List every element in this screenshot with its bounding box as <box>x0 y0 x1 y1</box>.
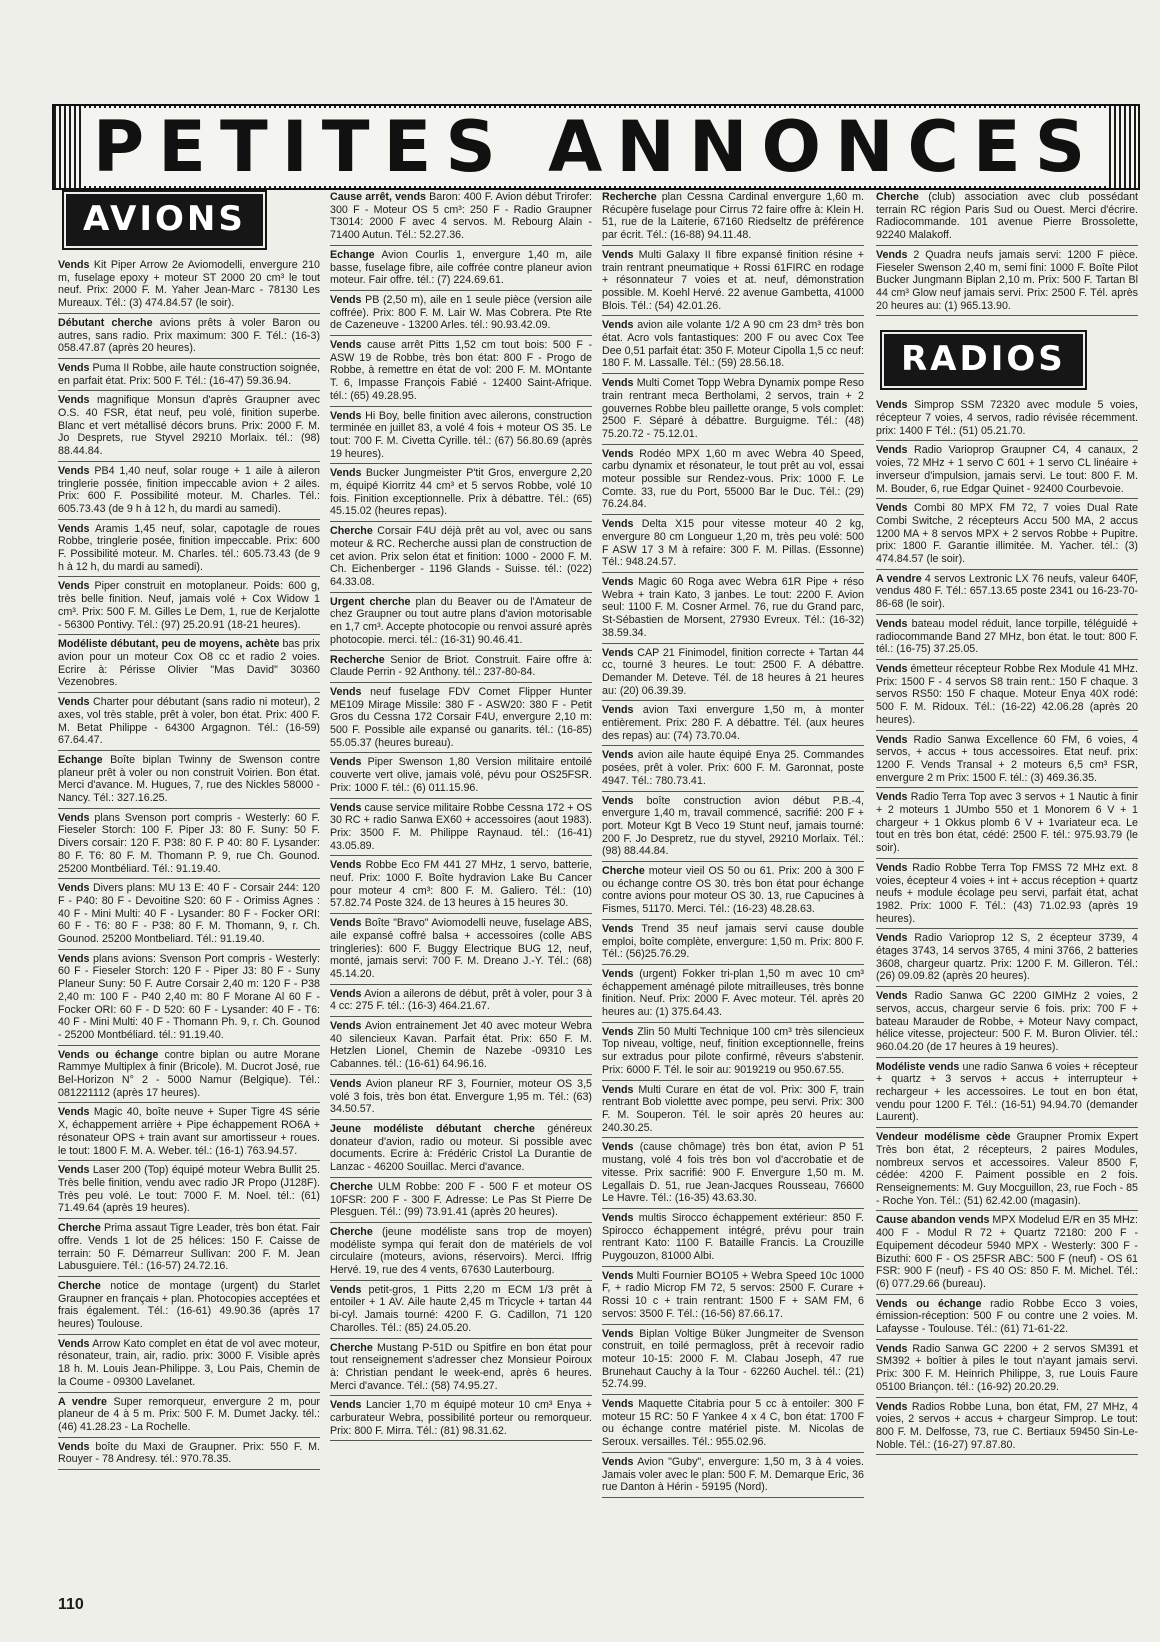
ad-lead: Vends <box>58 696 90 709</box>
ad-text: Bucker Jungmeister P'tit Gros, envergure 2,20 m, équipé Kiorritz 44 cm³ et 5 servos Robbe, volé 10 fois. Finition exceptionnelle. Prix à débattre. Tél.: (65) 45.15.02 (heures repas). <box>330 467 592 518</box>
ad-lead: Vends <box>330 467 362 480</box>
ad-lead: Vends <box>602 447 634 460</box>
classified-ad <box>330 799 592 857</box>
classified-ad <box>876 396 1138 441</box>
ad-text: boîte du Maxi de Graupner. Prix: 550 F. M. Rouyer - 78 Andresy. tél.: 970.78.35. <box>58 1440 320 1466</box>
classified-ad <box>876 246 1138 317</box>
classified-ad <box>58 1335 320 1393</box>
classified-ad <box>876 731 1138 789</box>
classified-ad <box>330 593 592 651</box>
classified-ad <box>58 520 320 578</box>
ad-lead: Vends <box>330 1399 362 1412</box>
ad-text: PB (2,50 m), aile en 1 seule pièce (version aile coffrée). Prix: 800 F. M. Lair W. Mas Cobrera. Pte Rte de Cazeneuve - 13200 Arles. tél.: 90.93.42.09. <box>330 293 592 332</box>
ad-text: Avion "Guby", envergure: 1,50 m, 3 à 4 voies. Jamais voler avec le plan: 500 F. M. Demarque Eric, 36 rue Danton à Hérin - 59195 (Nord). <box>602 1455 864 1494</box>
ad-lead: Vends <box>58 882 90 895</box>
ad-lead: Vends <box>876 248 908 261</box>
section-header-avions: AVIONS <box>66 194 263 246</box>
column-3 <box>602 188 864 1550</box>
ad-text: (urgent) Fokker tri-plan 1,50 m avec 10 cm³ échappement aménagé pilote mitrailleuses, très bonne finition. Neuf. Prix: 2000 F. Avec moteur. Tél. après 20 heures au: (1) 375.64.43. <box>602 967 864 1019</box>
ad-text: Graupner Promix Expert Très bon état, 2 récepteurs, 2 paires Modules, nombreux servos et accessoires. Valeur 8500 F, cédée: 4200 F. Paiment possible en 2 fois. Renseignements: M. Guy Mocguillon, 23, rue Foch - 85 - Roche Yon. Tél.: (51) 62.42.00 (magasin). <box>876 1131 1138 1207</box>
ad-lead: Vends <box>876 861 908 874</box>
ad-lead: Vends <box>58 811 90 824</box>
ad-lead: Vends <box>602 1025 634 1038</box>
ad-text: Radio Sanwa Excellence 60 FM, 6 voies, 4 servos, + accus + tous accessoires. Etat neuf. prix: 1200 F. Vends Transal + 2 moteurs 6,5 cm³ FSR, envergure 2 m Prix: 1500 F. tél.: (3) 469.36.35. <box>876 733 1138 784</box>
classified-ad <box>58 950 320 1046</box>
ad-text: 4 servos Lextronic LX 76 neufs, valeur 640F, vendus 480 F. Tél.: 657.13.65 poste 2341 ou 16-23-70-86-68 (le soir). <box>876 572 1138 611</box>
ad-text: neuf fuselage FDV Comet Flipper Hunter ME109 Mirage Missile: 380 F - ASW20: 380 F - Petit Gros du Cessna 172 Corsair F4U, envergure 2,10 m: 500 F. Possible aile expansé ou ganarits. tél.: (16-85) 55.05.37 (heures bureau). <box>330 685 592 749</box>
ad-lead: Vends <box>602 646 634 659</box>
ad-lead: Vends <box>330 293 362 306</box>
ad-text: Boîte biplan Twinny de Swenson contre planeur prêt à voler ou non construit Voirien. Bon état. Merci d'avance. M. Hugues, 7, rue des Nickles 58000 - Nancy. Tél.: 327.16.25. <box>58 753 320 805</box>
ad-lead: Vends <box>602 1327 634 1340</box>
ad-list-avions <box>58 256 320 1470</box>
classified-ad <box>876 188 1138 246</box>
ad-lead: Cherche <box>58 1222 101 1235</box>
ad-lead: Vends <box>58 1440 90 1453</box>
ad-lead: Vends <box>602 319 634 332</box>
classified-ad <box>602 445 864 516</box>
ad-text: notice de montage (urgent) du Starlet Graupner en français + plan. Photocopies acceptées et frais également. Tél.: (16-61) 49.90.36 (après 17 heures) Toulouse. <box>58 1279 320 1331</box>
classified-ad <box>876 859 1138 930</box>
classified-ad <box>58 359 320 391</box>
classified-ad <box>602 1081 864 1139</box>
ad-text: Charter pour débutant (sans radio ni moteur), 2 axes, vol très stable, prêt à voler, bon état. Prix: 400 F. M. Betat Philippe - 64300 Argagnon. Tél.: (16-59) 67.64.47. <box>58 696 320 747</box>
ad-lead: Vends <box>876 733 908 746</box>
ad-lead: Urgent cherche <box>330 595 411 608</box>
ad-text: plans avions: Svenson Port compris - Westerly: 60 F - Fieseler Storch: 120 F - Piper J3: 80 F - Suny Planeur Suny: 50 F. Autre Corsair 2,40 m: 120 F - P38 2,40 m: 100 F - P40 2,40 m: 80 F Morane Al 60 F - Focker ORI: 60 F - D 520: 60 F - Lysander: 40 F - T6: 40 F - Mini Multi: 40 F - Thomann Ph. 9, r. Ch. Gounod - 25200 Montbéliard. tél.: 91.19.40. <box>58 952 320 1041</box>
classified-ad <box>58 751 320 809</box>
ad-text: Rodéo MPX 1,60 m avec Webra 40 Speed, carbu dynamix et résonateur, le tout prêt au vol, essai moteur possible sur Rendez-vous. Prix: 1000 F. Le Comte. 33, rue du Port, 55000 Bar le Duc. Tél.: (29) 76.24.84. <box>602 447 864 511</box>
classified-ad <box>330 856 592 914</box>
ad-lead: Vends <box>58 522 90 535</box>
ad-text: Multi Fournier BO105 + Webra Speed 10c 1000 F, + radio Microp FM 72, 5 servos: 2500 F. Curare + Rossi 10 c + train rentrant: 1500 F + SAM FM, 6 servos: 3500 F. Tél.: (16-56) 87.66.17. <box>602 1269 864 1320</box>
ad-lead: Cherche <box>330 1225 373 1238</box>
ad-lead: Vends <box>602 518 634 531</box>
ad-lead: Vends <box>602 922 634 935</box>
classified-ad <box>876 615 1138 660</box>
ad-text: CAP 21 Finimodel, finition correcte + Tartan 44 cc, tourné 3 heures. Le tout: 2500 F. A débattre. Demander M. Deteve. Tél. de 18 heures à 21 heures au: (20) 06.39.39. <box>602 646 864 697</box>
ad-lead: Vends <box>58 1164 90 1177</box>
ad-text: cause arrêt Pitts 1,52 cm tout bois: 500 F - ASW 19 de Robbe, très bon état: 800 F - Progo de Robbe, à remettre en état de vol: 200 F. M. MOntante T. 6, Impasse François Fabié - 12400 Saint-Afrique. tél.: (65) 49.28.95. <box>330 339 592 402</box>
ad-text: 2 Quadra neufs jamais servi: 1200 F pièce. Fieseler Swenson 2,40 m, semi fini: 1000 F. Boîte Pilot Bucker Jungmann Biplan 2,10 m. Prix: 500 F. Tartan Bl 44 cm³ Glow neuf jamais servi. Prix: 2500 F. Tél. après 20 heures au: (1) 965.13.90. <box>876 248 1138 312</box>
ad-text: généreux donateur d'avion, radio ou moteur. Si possible avec documents. Ecrire à: Frédéric Cristol La Durantie de Lanzac - 46200 Souillac. Merci d'avance. <box>330 1123 592 1174</box>
ad-text: plan du Beaver ou de l'Amateur de chez Graupner ou tout autre plans d'avion motorisable en 1,7 cm³. Accepte photocopie ou renvoi assuré après photocopie. merci. tél.: (16-31) 90.46.41. <box>330 595 592 646</box>
ad-lead: Vends <box>602 967 634 980</box>
classified-ad <box>330 1178 592 1223</box>
ad-text: Trend 35 neuf jamais servi cause double emploi, boîte complète, envergure: 1,50 m. Prix: 800 F. Tél.: (56)25.76.29. <box>602 922 864 961</box>
column-1 <box>58 188 320 1550</box>
ad-lead: Vends <box>876 444 908 457</box>
ad-lead: Vends <box>330 756 362 769</box>
classified-ad <box>602 246 864 317</box>
ad-text: émetteur récepteur Robbe Rex Module 41 MHz. Prix: 1500 F - 4 servos S8 train rent.: 150 F chaque. 3 servos RS50: 150 F chaque. Moteur Enya 40X rodé: 500 F. M. Ridoux. Tél.: (16-22) 42.06.28 (après 20 heures). <box>876 662 1138 726</box>
classified-ad <box>602 573 864 644</box>
ad-text: Maquette Citabria pour 5 cc à entoiler: 300 F moteur 15 RC: 50 F Yankee 4 x 4 C, bon état: 1700 F ou échange contre matériel piste. M. Nicolas de Seroux. versailles. Tél.: 955.02.96. <box>602 1398 864 1449</box>
ad-text: (jeune modéliste sans trop de moyen) modéliste sympa qui ferait don de matériels de vol circulaire (moteurs, avions, réservoirs). Merci. Iffrig Hervé. 19, rue des 4 vents, 67630 Lauterbourg. <box>330 1225 592 1277</box>
ad-text: Puma II Robbe, aile haute construction soignée, en parfait état. Prix: 500 F. Tél.: (16-47) 59.36.94. <box>58 361 320 387</box>
ad-lead: Vends <box>330 859 362 872</box>
ad-lead: Vends <box>330 409 362 422</box>
classified-ad <box>330 1075 592 1120</box>
classified-ad <box>876 1058 1138 1129</box>
ad-lead: Vends <box>602 248 634 261</box>
classified-ad <box>58 256 320 314</box>
ad-text: cause service militaire Robbe Cessna 172 + OS 30 RC + radio Sanwa EX60 + accessoires (aout 1983). Prix: 3500 F. M. Philippe Raynaud. tél.: (16-41) 43.05.89. <box>330 801 592 852</box>
column-4 <box>876 188 1138 1550</box>
ad-list-radios <box>876 396 1138 1455</box>
ad-lead: Vends <box>876 932 908 945</box>
classified-ad <box>876 1211 1138 1294</box>
classified-ad <box>876 499 1138 570</box>
classified-ad <box>602 1023 864 1081</box>
banner-title: PETITES ANNONCES <box>83 108 1109 186</box>
ad-text: plans Svenson port compris - Westerly: 60 F. Fieseler Storch: 100 F. Piper J3: 80 F. Suny: 50 F. Divers corsair: 120 F. P38: 80 F. P 40: 80 F. Lysander: 80 F. T6: 80 F. M. Thomann P. 9, rue Ch. Gounod. 25200 Montbéliard. Tél.: 91.19.40. <box>58 811 320 875</box>
classified-ad <box>602 188 864 246</box>
classified-ad <box>602 644 864 702</box>
classified-ad <box>602 1209 864 1267</box>
ad-lead: Vends <box>58 464 90 477</box>
ad-lead: Vends <box>330 1020 362 1033</box>
ad-text: Radio Varioprop Graupner C4, 4 canaux, 2 voies, 72 MHz + 1 servo C 601 + 1 servo CL linéaire + inverseur d'impulsion, jamais servi. Le tout: 800 F. M. M. Bouder, 6, rue Edgar Quinet - 92400 Courbevoie. <box>876 444 1138 495</box>
classified-ad <box>330 188 592 246</box>
ad-text: Magic 60 Roga avec Webra 61R Pipe + réso Webra + train Kato, 3 janbes. Le tout: 2200 F. Avion seul: 1100 F. M. Cosner Armel. 76, rue du Grand parc, St-Sébastien de Morsent, 27930 Evreux. Tél.: (16-32) 38.59.34. <box>602 575 864 639</box>
classified-ad <box>58 1103 320 1161</box>
ad-lead: Cherche <box>330 525 373 538</box>
ad-lead: Modéliste débutant, peu de moyens, achète <box>58 638 280 651</box>
ad-lead: Vends ou échange <box>58 1048 159 1061</box>
ad-lead: Vends <box>58 1106 90 1119</box>
ad-list <box>330 188 592 1441</box>
ad-lead: Vends <box>876 791 908 804</box>
ad-text: Baron: 400 F. Avion début Trirofer: 300 F - Moteur OS 5 cm³: 250 F - Radio Graupner T3014: 2000 F avec 4 servos. M. Rebourg Alain - 71400 Autun. Tél.: 52.27.36. <box>330 191 592 242</box>
ad-text: Delta X15 pour vitesse moteur 40 2 kg, envergure 80 cm Longueur 1,20 m, très peu volé: 500 F ASW 17 3 M à refaire: 300 F. M. Pillas. (Essonne) Tél.: 948.24.57. <box>602 518 864 569</box>
ad-text: Hi Boy, belle finition avec ailerons, construction terminée en juillet 83, a volé 4 fois + moteur OS 35. Le tout: 700 F. M. Civetta Cyrille. tél.: (67) 56.80.69 (après 19 heures). <box>330 409 592 460</box>
ad-text: Simprop SSM 72320 avec module 5 voies, récepteur 7 voies, 4 servos, radio révisée récemment. prix: 1400 F Tél.: (51) 05.21.70. <box>876 399 1138 437</box>
ad-text: multis Sirocco échappement extérieur: 850 F. Spirocco échappement intégré, prévu pour train rentrant Kato: 1100 F. Bataille Francis. La Crouzille Puygouzon, 81000 Albi. <box>602 1211 864 1263</box>
ad-lead: Vends <box>58 580 90 593</box>
ad-lead: Vends <box>602 377 634 390</box>
ad-lead: Vends <box>876 399 908 412</box>
column-2 <box>330 188 592 1550</box>
ad-lead: Jeune modéliste débutant cherche <box>330 1123 535 1135</box>
ad-lead: Vends <box>58 394 90 407</box>
ad-lead: Vends <box>330 987 362 1000</box>
ad-text: Multi Comet Topp Webra Dynamix pompe Reso train rentrant meca Bertholami, 2 servos, train + 2 gouvernes Robbe bleu paillette orange, 5 vols complet: 2500 F. Séparé à débattre. Burguigme. Tél.: (48) 75.20.72 - 75.12.01. <box>602 377 864 440</box>
ad-lead: Vends <box>330 685 362 698</box>
classified-ad <box>58 1219 320 1277</box>
ad-lead: Vends <box>58 259 90 271</box>
ad-lead: Cherche <box>876 191 919 203</box>
ad-text: Arrow Kato complet en état de vol avec moteur, résonateur, train, air, radio. prix: 3000 F. Visible après 18 h. M. Louis Jean-Philippe. 3, Lou Pais, Chemin de la Coume - 09300 Lavelanet. <box>58 1337 320 1388</box>
ad-text: Radio Sanwa GC 2200 + 2 servos SM391 et SM392 + boîtier à piles le tout n'ayant jamais servi. Prix: 300 F. M. Heinrich Philippe, 3, rue Louis Faure 05100 Briançon. tél.: (16-92) 20.20.29. <box>876 1342 1138 1393</box>
ad-lead: Recherche <box>602 191 657 203</box>
classified-ad <box>602 1267 864 1325</box>
ad-text: une radio Sanwa 6 voies + récepteur + quartz + 3 servos + accus + interrupteur + rechargeur + les accessoires. Le tout en bon état, vendu pour 1200 F. Tél.: (16-51) 94.94.70 (demander Laurent). <box>876 1060 1138 1124</box>
ad-lead: Vends <box>330 1283 362 1296</box>
classified-ad <box>58 1277 320 1335</box>
classified-ad <box>58 809 320 880</box>
ad-lead: Vends <box>876 990 908 1003</box>
classified-ad <box>58 314 320 359</box>
classified-ad <box>330 1223 592 1281</box>
classified-ad <box>876 788 1138 859</box>
classified-ad <box>876 1340 1138 1398</box>
ad-text: Divers plans: MU 13 E: 40 F - Corsair 244: 120 F - P40: 80 F - Devoitine S20: 60 F - Orimiss Agnes : 40 F - Mini Multi: 40 F - Lysander: 80 F - Focker ORI: 60 F - T6: 80 F - P38: 80 F. M. Thomann, 9, r. Ch. Gounod. 25200 Montbeliard. Tél.: 91.19.40. <box>58 882 320 946</box>
classified-ad <box>876 441 1138 499</box>
ad-text: bas prix avion pour un moteur Cox O8 cc et radio 2 voies. Ecrire à: Périsse Olivier "Mas David" 30360 Vezenobres. <box>58 638 320 689</box>
ad-text: Combi 80 MPX FM 72, 7 voies Dual Rate Combi Switche, 2 récepteurs Accu 500 MA, 2 accus 1200 MA + 8 servos MPX + 2 servos Robbe + Pupitre. prix: 1800 F. Garantie illimitée. M. Yacher. tél.: (3) 474.84.57 (le soir). <box>876 502 1138 566</box>
classified-ad <box>602 920 864 965</box>
page-number: 110 <box>58 1596 84 1613</box>
ad-text: Radio Sanwa GC 2200 GIMHz 2 voies, 2 servos, accus, chargeur servie 6 fois. prix: 700 F + bateau Marauder de Robbe, + Moteur Navy compact, hélice vitesse, projecteur: 500 F. M. Buron Olivier. tél.: 960.04.20 (de 17 heures à 19 heures). <box>876 990 1138 1053</box>
ad-text: Piper construit en motoplaneur. Poids: 600 g, très belle finition. Neuf, jamais volé + Cox Widow 1 cm³. Prix: 500 F. M. Gilles Le Dem, 1, rue de Kerjalotte - 56300 Pontivy. Tél.: (97) 25.20.91 (18-21 heures). <box>58 580 320 631</box>
ad-text: (club) association avec club possédant terrain RC région Paris Sud ou Ouest. Merci d'écrire. Radiocommande. 101 avenue Pierre Brossolette, 92240 Malakoff. <box>876 191 1138 242</box>
classified-ad <box>602 701 864 746</box>
ad-text: Biplan Voltige Büker Jungmeiter de Svenson construit, en toilé permagloss, prêt à recevoir radio moteur 10-15: 2000 F. M. Clabau Joseph, 47 rue Brunehaut Cauchy à la Tour - 62260 Auchel. tél.: (21) 52.74.99. <box>602 1327 864 1391</box>
classified-ad <box>876 570 1138 615</box>
classified-ad <box>602 862 864 920</box>
ad-text: Zlin 50 Multi Technique 100 cm³ très silencieux Top niveau, voltige, neuf, finition exceptionnelle, freins sur extradus pour pilote confirmé, rêveurs s'abstenir. Prix: 6000 F. Tél. le soir au: 9019219 ou 950.67.55. <box>602 1025 864 1076</box>
ad-lead: Recherche <box>330 653 385 666</box>
ad-lead: Vends <box>58 952 90 965</box>
classified-ad <box>602 316 864 374</box>
ad-lead: Echange <box>58 753 103 766</box>
ad-list <box>602 188 864 1498</box>
ad-list <box>876 188 1138 316</box>
ad-text: boîte construction avion début P.B.-4, envergure 1,40 m, travail commencé, sacrifié: 200 F + port. Moteur Kgt B Veco 19 Stunt neuf, jamais tourné: 200 F. Jo Despretz, rue du styvel, 29210 Morlaix. Tél.: (98) 88.44.84. <box>602 794 864 858</box>
ad-lead: Vends <box>876 617 908 630</box>
ad-lead: Débutant cherche <box>58 316 153 329</box>
classified-ad <box>330 407 592 465</box>
classified-ad <box>602 374 864 445</box>
classified-ad <box>602 1453 864 1498</box>
section-header-radios: RADIOS <box>884 334 1083 386</box>
classified-ad <box>330 985 592 1017</box>
ad-lead: Cherche <box>330 1341 373 1354</box>
ad-text: Avion planeur RF 3, Fournier, moteur OS 3,5 volé 3 fois, très bon état. Envergure 1,95 m. Tél.: (63) 34.50.57. <box>330 1077 592 1116</box>
ad-text: Avion entrainement Jet 40 avec moteur Webra 40 silencieux Kavan. Parfait état. Prix: 650 F. M. Hetzlen Lionel, Chemin de Nazebe -09310 Les Cabannes. tél.: (16-61) 64.96.16. <box>330 1020 592 1071</box>
ad-text: Radios Robbe Luna, bon état, FM, 27 MHz, 4 voies, 2 servos + accus + chargeur Simprop. Le tout: 800 F. M. Delfosse, 73, rue C. Bertiaux 59450 Sin-Le-Noble. Tél.: (16-27) 97.87.80. <box>876 1400 1138 1451</box>
classified-ad <box>58 391 320 462</box>
classified-ad <box>330 1339 592 1397</box>
ad-lead: Vends ou échange <box>876 1297 982 1310</box>
ad-text: Lancier 1,70 m équipé moteur 10 cm³ Enya + carburateur Webra, possibilité porteur ou remorqueur. Prix: 800 F. Mirra. Tél.: (81) 98.31.62. <box>330 1399 592 1437</box>
ad-lead: Vends <box>602 704 634 717</box>
classified-ad <box>58 1438 320 1470</box>
ad-text: Prima assaut Tigre Leader, très bon état. Fair offre. Vends 1 lot de 25 hélices: 150 F. Caisse de terrain: 50 F. Démarreur Sullivan: 200 F. M. Jean Labusguiere. Tél.: (16-57) 24.72.16. <box>58 1222 320 1273</box>
classified-ad <box>330 522 592 593</box>
ad-text: avion aile volante 1/2 A 90 cm 23 dm³ très bon état. Acro vols fantastiques: 200 F ou avec Cox Tee Dee 0,51 parfait état: 350 F. Moteur Cipolla 1,5 cc neuf: 180 F. M. Lassalle. Tél.: (59) 28.56.18. <box>602 319 864 370</box>
ad-lead: Cherche <box>58 1279 101 1292</box>
classified-ad <box>330 914 592 985</box>
ad-lead: Vends <box>58 361 90 374</box>
ad-lead: Vends <box>876 662 908 675</box>
ad-lead: Vends <box>602 1455 634 1468</box>
classified-ad <box>330 683 592 754</box>
ad-text: avion Taxi envergure 1,50 m, à monter entièrement. Prix: 280 F. A débattre. Tél. (aux heures des repas) au: (74) 73.70.04. <box>602 704 864 742</box>
classified-ad <box>58 1161 320 1219</box>
classified-ad <box>602 746 864 791</box>
ad-text: Radio Terra Top avec 3 servos + 1 Nautic à finir + 2 moteurs 1 JUmbo 550 et 1 Monorem 6 V + 1 chargeur + 1 Okkus plomb 6 V + 1variateur eca. Le tout en très bon état, cédé: 2500 F. tél.: 975.93.79 (le soir). <box>876 791 1138 855</box>
ad-lead: Vends <box>602 1269 634 1282</box>
classified-ad <box>330 753 592 798</box>
classified-ad <box>58 462 320 520</box>
ad-text: Avion Courlis 1, envergure 1,40 m, aile basse, fuselage fibre, aile coffrée contre planeur avion moteur. Fair offre. tél.: (7) 224.69.61. <box>330 248 592 287</box>
ad-text: Multi Curare en état de vol. Prix: 300 F, train rentrant Bob violettte avec pompe, peu servi. Prix: 300 F. M. Souperon. Tél. le soir après 20 heures au: 240.30.25. <box>602 1083 864 1134</box>
classified-ad <box>602 1138 864 1209</box>
classified-ad <box>330 246 592 291</box>
classified-ad <box>330 291 592 336</box>
classified-ad <box>58 879 320 950</box>
ad-lead: A vendre <box>58 1395 107 1408</box>
ad-lead: Vends <box>602 1398 634 1411</box>
ad-text: avion aile haute équipé Enya 25. Commandes posées, prêt à voler. Prix: 600 F. M. Garonnat, poste 4947. Tél.: 780.73.41. <box>602 749 864 787</box>
ad-lead: Vends <box>602 1211 634 1224</box>
ad-text: PB4 1,40 neuf, solar rouge + 1 aile à aileron tringlerie possée, finition impeccable avion + 2 ailes. Prix: 600 F. Possibilité moteur. M. Charles. Tél.: 605.73.43 (de 9 h à 12 h, du mardi au samedi). <box>58 464 320 515</box>
ad-lead: Vends <box>58 1337 90 1350</box>
ad-lead: Vends <box>876 1342 908 1355</box>
classified-ad <box>602 1325 864 1396</box>
ad-text: magnifique Monsun d'après Graupner avec O.S. 40 FSR, état neuf, peu volé, finition superbe. Blanc et vert métallisé décors bruns. Prix: 2000 F. M. Jo Desprets, rue Styvel 29210 Morlaix. tél.: (98) 88.44.84. <box>58 394 320 458</box>
classified-ad <box>876 1128 1138 1211</box>
classified-ad <box>58 1393 320 1438</box>
classified-ad <box>58 693 320 751</box>
classified-ad <box>876 987 1138 1058</box>
ad-text: Avion a ailerons de début, prêt à voler, pour 3 à 4 cc: 275 F. tél.: (16-3) 464.21.67. <box>330 987 592 1013</box>
ad-text: Aramis 1,45 neuf, solar, capotagle de roues Robbe, tringlerie posée, finition impeccable. Prix: 600 F. Possibilité moteur. M. Charles. tél.: 605.73.43 (de 9 h à 12 h, du mardi au samedi). <box>58 522 320 573</box>
ad-text: Senior de Briot. Construit. Faire offre à: Claude Perrin - 92 Anthony. tél.: 237-80-84. <box>330 653 592 679</box>
classified-ad <box>876 1398 1138 1456</box>
ad-text: Boîte "Bravo" Aviomodelli neuve, fuselage ABS, aile expansé coffré balsa + accessoires (colle ABS tringleries): 600 F. Buggy Electrique BUG 12, neuf, monté, jamais servi: 700 F. M. Dreano J.-Y. Tél.: (68) 45.14.20. <box>330 917 592 980</box>
ad-lead: Vends <box>330 339 362 352</box>
classified-ad <box>602 792 864 863</box>
ad-lead: Vends <box>876 502 908 515</box>
classified-ad <box>58 1046 320 1104</box>
ad-text: Piper Swenson 1,80 Version militaire entoilé couverte vert olive, jamais volé, pévu pour OS25FSR. Prix: 1000 F. tél.: (6) 011.15.96. <box>330 756 592 794</box>
ad-lead: Vends <box>876 1400 908 1413</box>
ad-lead: Vends <box>330 917 362 930</box>
classified-ad <box>602 965 864 1023</box>
ad-text: Radio Robbe Terra Top FMSS 72 MHz ext. 8 voies, écepteur 4 voies + int + accus réception + quartz neufs + module écolage peu servi, parfait état, achat 1982. Prix: 1000 F. Tél.: (43) 71.02.93 (après 19 heures). <box>876 861 1138 925</box>
classified-ad <box>330 1017 592 1075</box>
ad-text: Mustang P-51D ou Spitfire en bon état pour tout renseignement s'adresser chez Monsieur Poiroux à: Christian pendant le week-end, après 6 heures. Merci d'avance. Tél.: (58) 74.95.27. <box>330 1341 592 1392</box>
classified-ad <box>58 635 320 693</box>
ad-lead: Vendeur modélisme cède <box>876 1131 1011 1144</box>
ad-text: (cause chômage) très bon état, avion P 51 mustang, volé 4 fois très bon vol d'accrobatie et de vitesse. Prix sacrifié: 900 F. Envergure 1,50 m. M. Legallais D. 51, rue Jean-Jacques Rousseau, 76600 Le Havre. Tél.: (16-35) 43.63.30. <box>602 1141 864 1205</box>
page-banner <box>52 104 1140 190</box>
ad-lead: Vends <box>602 749 634 762</box>
ad-text: contre biplan ou autre Morane Rammye Multiplex à finir (Bricole). M. Ducrot José, rue Bel-Horizon N° 2 - 5000 Namur (Belgique). Tél.: 081221112 (après 17 heures). <box>58 1048 320 1099</box>
ad-lead: Vends <box>330 1077 362 1090</box>
ad-text: ULM Robbe: 200 F - 500 F et moteur OS 10FSR: 200 F - 300 F. Adresse: Le Pas St Pierre De Plesguen. Tél.: (99) 73.91.41 (après 20 heures). <box>330 1180 592 1219</box>
ad-text: plan Cessna Cardinal envergure 1,60 m. Récupère fuselage pour Cirrus 72 faire offre à: Klein H. 51, rue de la Laiterie, 67160 Riedseltz de préférence par écrit. Tél.: (16-88) 94.11.48. <box>602 191 864 242</box>
classified-ad <box>876 929 1138 987</box>
ad-text: Laser 200 (Top) équipé moteur Webra Bullit 25. Très belle finition, vendu avec radio JR Propo (J128F). Très peu volé. Le tout: 7000 F. M. Noel. tél.: (61) 71.49.64 (après 19 heures). <box>58 1164 320 1215</box>
ad-lead: Vends <box>602 1083 634 1096</box>
ad-lead: Cause arrêt, vends <box>330 191 426 203</box>
ad-lead: Vends <box>602 794 634 807</box>
ad-lead: Vends <box>330 801 362 814</box>
ad-text: Kit Piper Arrow 2e Aviomodelli, envergure 210 m, fuselage epoxy + moteur ST 2000 20 cm³ le tout neuf. Prix: 2000 F. M. Yaher Jean-Marc - 78130 Les Mureaux. Tél.: (3) 474.84.57 (le soir). <box>58 259 320 310</box>
ad-text: Multi Galaxy II fibre expansé finition résine + train rentrant pneumatique + Rossi 61FIRC en rodage + résonnateur 7 voies et at. neuf, démonstration possible. M. Koehl Hervé. 22 avenue Gambetta, 41000 Blois. Tél.: (54) 42.01.26. <box>602 248 864 312</box>
classified-ad <box>330 1396 592 1441</box>
ad-lead: Cherche <box>602 865 645 878</box>
classified-ad <box>330 1281 592 1339</box>
classified-ad <box>876 660 1138 731</box>
ad-lead: Echange <box>330 248 375 261</box>
ad-text: petit-gros, 1 Pitts 2,20 m ECM 1/3 prêt à entoiler + 1 AV. Aile haute 2,45 m Tricycle + tartan 44 bi-cyl. Jamais tourné: 4200 F. G. Cadillon, 71 120 Charolles. Tél.: (85) 24.05.20. <box>330 1283 592 1334</box>
ad-lead: Vends <box>602 575 634 588</box>
ad-lead: Cause abandon vends <box>876 1214 990 1227</box>
ad-text: moteur vieil OS 50 ou 61. Prix: 200 à 300 F ou échange contre OS 30. très bon état pour échange contre avions pour moteur OS 30. 13, rue Capucines à Fismes, 51170. Merci. Tél.: (16-23) 48.28.63. <box>602 865 864 916</box>
classified-ad <box>602 1395 864 1453</box>
ad-lead: A vendre <box>876 572 922 585</box>
classified-ad <box>330 336 592 407</box>
ad-text: Robbe Eco FM 441 27 MHz, 1 servo, batterie, neuf. Prix: 1000 F. Boîte hydravion Lake Bu Cancer pour moteur 4 cm³: 800 F. M. Galiero. Tél.: (10) 57.82.74 Poste 324. de 13 heures à 15 heures 30. <box>330 859 592 910</box>
ad-lead: Vends <box>602 1141 634 1154</box>
ad-text: avions prêts à voler Baron ou autres, sans radio. Prix maximum: 300 F. Tél.: (16-3) 058.47.87 (après 20 heures). <box>58 316 320 355</box>
ad-text: MPX Modelud E/R en 35 MHz: 400 F - Modul R 72 + Quartz 72180: 200 F - Equipement décodeur 5940 MPX - Westerly: 300 F - Bizuthi: 600 F - OS 25FSR ABC: 500 F (neuf) - OS 61 FSR: 900 F (neuf) - FS 40 OS: 850 F. M. Michel. Tél.: (6) 077.29.66 (bureau). <box>876 1214 1138 1290</box>
ad-lead: Cherche <box>330 1180 373 1193</box>
ad-text: Radio Varioprop 12 S, 2 écepteur 3739, 4 étages 3743, 14 servos 3765, 4 mini 3766, 2 batteries 3608, chargeur quartz. Prix: 1200 F. M. Gilleron. Tél.: (26) 09.09.82 (après 20 heures). <box>876 932 1138 983</box>
ad-text: Super remorqueur, envergure 2 m, pour planeur de 4 à 5 m. Prix: 500 F. M. Dumet Jacky. tél.: (46) 41.28.23 - La Rochelle. <box>58 1395 320 1433</box>
classified-ad <box>330 464 592 522</box>
ad-lead: Modéliste vends <box>876 1060 960 1073</box>
classified-ad <box>330 1120 592 1178</box>
classified-ad <box>602 515 864 573</box>
ad-text: Magic 40, boîte neuve + Super Tigre 4S série X, échappement arrière + Pipe échappement RO6A + résonateur OPS + train avant sur amortisseur + roues. le tout: 1800 F. M. A. Weber. tél.: (16-1) 763.94.57. <box>58 1106 320 1157</box>
classified-ad <box>330 651 592 683</box>
ad-text: bateau model réduit, lance torpille, téléguidé + radiocommande Band 27 MHz, bon état. le tout: 800 F. tél.: (16-75) 37.25.05. <box>876 617 1138 656</box>
classified-ad <box>58 577 320 635</box>
ad-text: radio Robbe Ecco 3 voies, émission-réception: 500 F ou contre une 2 voies. M. Lafaysse - Toulouse. Tél.: (61) 71-61-22. <box>876 1297 1138 1336</box>
ad-text: Corsair F4U déjà prêt au vol, avec ou sans moteur & RC. Recherche aussi plan de construction de cet avion. Prix selon état et finition: 1000 - 2000 F. M. Ch. Eichenberger - 1196 Glands - Suisse. tél.: (022) 64.33.08. <box>330 525 592 588</box>
classified-ad <box>876 1295 1138 1340</box>
